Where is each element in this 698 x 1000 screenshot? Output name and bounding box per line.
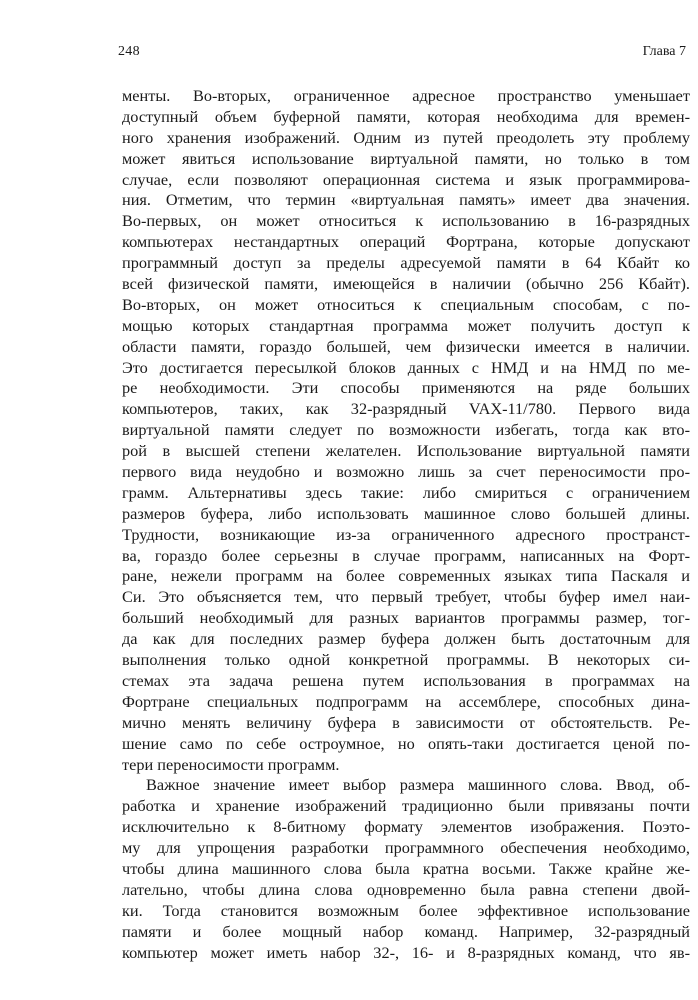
text-line: работка и хранение изображений традиционно были привязаны почти [122, 796, 690, 816]
text-line: программный доступ за пределы адресуемой памяти в 64 Кбайт ко [122, 253, 690, 273]
text-line: виртуальной памяти следует по возможности избегать, тогда как вто- [122, 420, 690, 440]
text-line: да как для последних размер буфера должен быть достаточным для [122, 629, 690, 649]
text-line: случае, если позволяют операционная система и язык программирова- [122, 169, 690, 189]
text-line: всей физической памяти, имеющейся в наличии (обычно 256 Кбайт). [122, 274, 690, 294]
text-line: шение само по себе остроумное, но опять-таки достигается ценой по- [122, 733, 690, 753]
text-line: исключительно к 8-битному формату элементов изображения. Поэто- [122, 817, 690, 837]
paragraph-2 [122, 775, 690, 963]
text-line: компьютеров, таких, как 32-разрядный VAX-11/780. Первого вида [122, 399, 690, 419]
text-line: му для упрощения разработки программного обеспечения необходимо, [122, 838, 690, 858]
chapter-label: Глава 7 [642, 44, 686, 59]
text-line: компьютер может иметь набор 32-, 16- и 8-разрядных команд, что яв- [122, 942, 690, 962]
text-line: компьютерах нестандартных операций Фортрана, которые допускают [122, 232, 690, 252]
text-line: памяти и более мощный набор команд. Например, 32-разрядный [122, 921, 690, 941]
text-line: области памяти, гораздо большей, чем физически имеется в наличии. [122, 336, 690, 356]
text-line: Во-вторых, он может относиться к специальным способам, с по- [122, 294, 690, 314]
text-line: выполнения только одной конкретной программы. В некоторых си- [122, 650, 690, 670]
text-line: лательно, чтобы длина слова одновременно была равна степени двой- [122, 879, 690, 899]
text-line: Трудности, возникающие из-за ограниченного адресного пространст- [122, 524, 690, 544]
text-line: первого вида неудобно и возможно лишь за счет переносимости про- [122, 462, 690, 482]
text-line: больший необходимый для разных вариантов программы размер, тог- [122, 608, 690, 628]
page-number: 248 [118, 44, 140, 59]
text-line: ки. Тогда становится возможным более эффективное использование [122, 900, 690, 920]
text-line: Важное значение имеет выбор размера машинного слова. Ввод, об- [146, 775, 690, 795]
text-line: ре необходимости. Эти способы применяются на ряде больших [122, 378, 690, 398]
text-line: может явиться использование виртуальной памяти, но только в том [122, 148, 690, 168]
text-line: ране, нежели программ на более современных языках типа Паскаля и [122, 566, 690, 586]
text-line: размеров буфера, либо использовать машинное слово большей длины. [122, 503, 690, 523]
text-line: мично менять величину буфера в зависимости от обстоятельств. Ре- [122, 712, 690, 732]
text-line: ва, гораздо более серьезны в случае программ, написанных на Форт- [122, 545, 690, 565]
text-line: ного хранения изображений. Одним из путей преодолеть эту проблему [122, 127, 690, 147]
text-line: доступный объем буферной памяти, которая необходима для времен- [122, 106, 690, 126]
text-line: Это достигается пересылкой блоков данных с НМД и на НМД по ме- [122, 357, 690, 377]
text-line: рой в высшей степени желателен. Использование виртуальной памяти [122, 441, 690, 461]
text-line: стемах эта задача решена путем использования в программах на [122, 670, 690, 690]
text-line: менты. Во-вторых, ограниченное адресное пространство уменьшает [122, 86, 690, 105]
text-line: грамм. Альтернативы здесь такие: либо смириться с ограничением [122, 482, 690, 502]
text-line: Си. Это объясняется тем, что первый требует, чтобы буфер имел наи- [122, 587, 690, 607]
paragraph-1 [122, 86, 690, 775]
text-line: Во-первых, он может относиться к использованию в 16-разрядных [122, 211, 690, 231]
text-line: мощью которых стандартная программа может получить доступ к [122, 315, 690, 335]
body-text [122, 86, 690, 963]
text-line: ния. Отметим, что термин «виртуальная память» имеет два значения. [122, 190, 690, 210]
text-line: чтобы длина машинного слова была кратна восьми. Также крайне же- [122, 858, 690, 878]
text-line: Фортране специальных подпрограмм на ассемблере, способных дина- [122, 691, 690, 711]
text-line: тери переносимости программ. [122, 754, 340, 774]
